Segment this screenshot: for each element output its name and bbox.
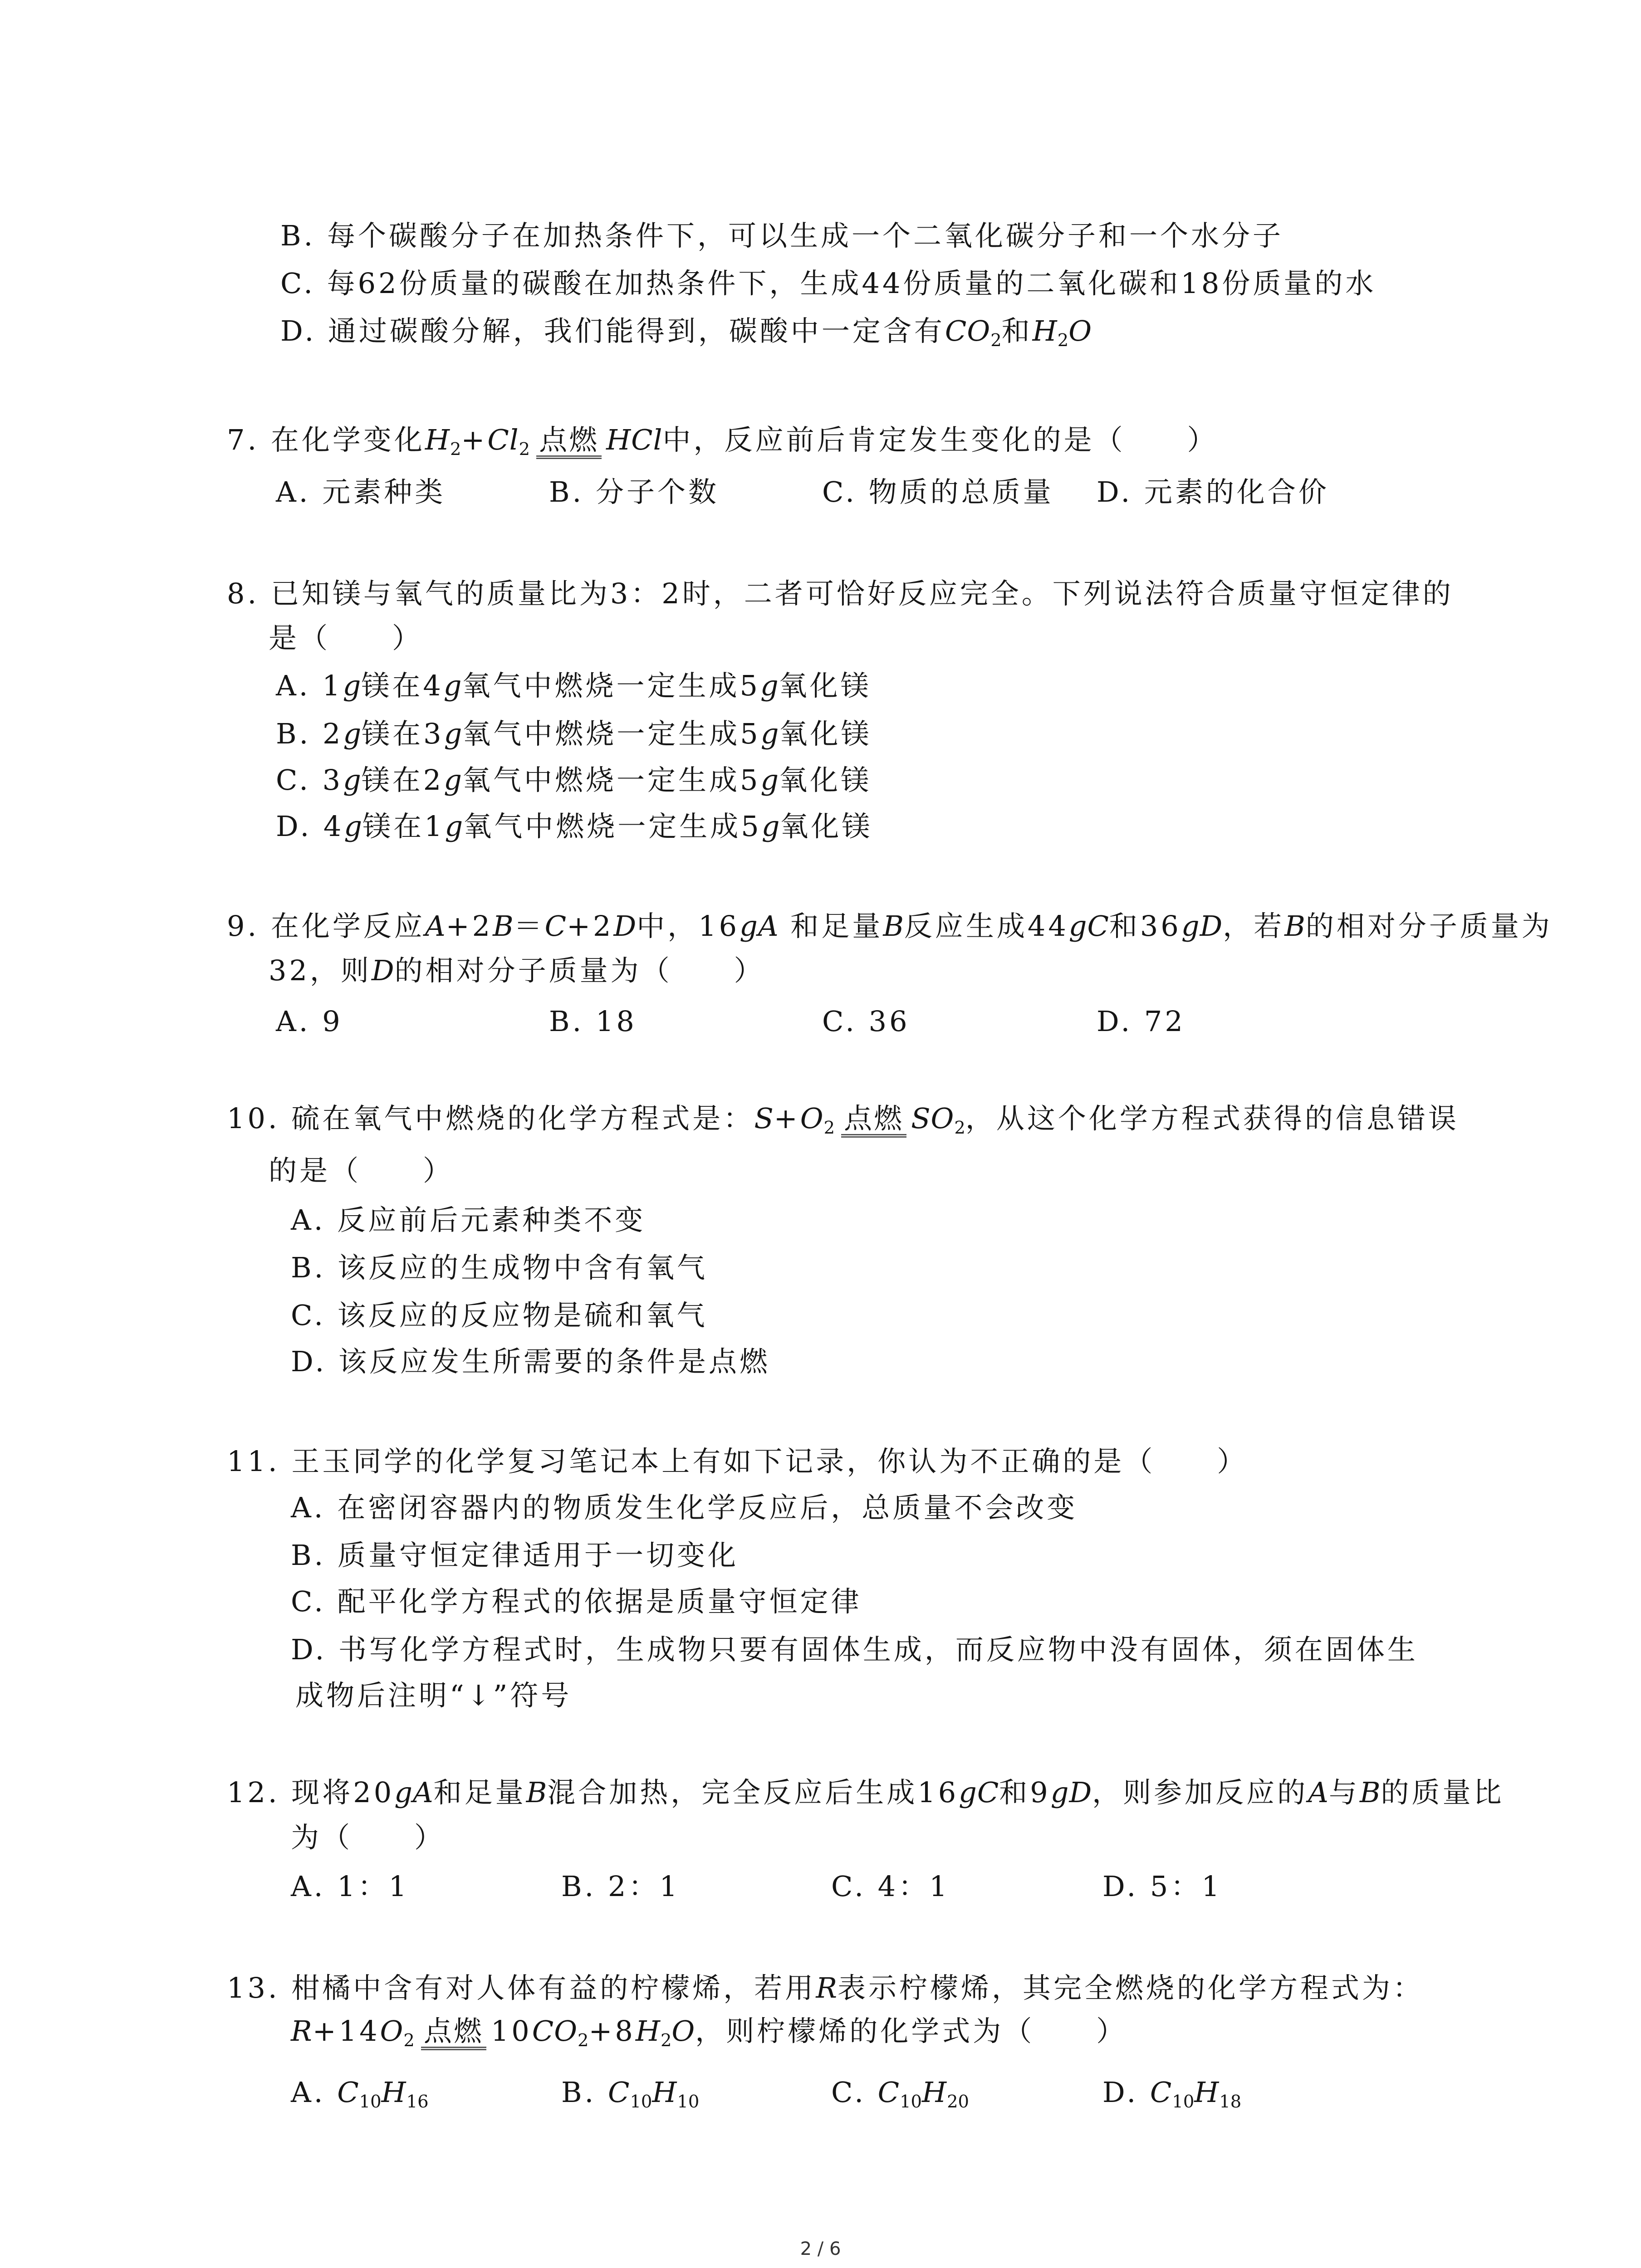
math-symbol: C xyxy=(337,2076,359,2109)
text-run: 的是（ ） xyxy=(269,1154,454,1187)
math-symbol: O xyxy=(380,2014,404,2048)
text-run: C. 36 xyxy=(822,1005,910,1038)
text-run: 氧气中燃烧一定生成5 xyxy=(462,717,761,750)
math-symbol: A xyxy=(1308,1776,1329,1809)
text-run: C. 每62份质量的碳酸在加热条件下，生成44份质量的二氧化碳和18份质量的水 xyxy=(280,267,1376,300)
text-run: 混合加热，完全反应后生成16 xyxy=(547,1776,959,1809)
text-run: + xyxy=(461,423,488,456)
text-run: B. 该反应的生成物中含有氧气 xyxy=(291,1251,708,1284)
math-symbol: A xyxy=(425,909,446,943)
math-symbol: g xyxy=(444,763,462,797)
subscript: 2 xyxy=(1057,330,1069,351)
q10-option-d xyxy=(291,1339,770,1384)
math-symbol: C xyxy=(544,909,567,943)
q12-option-b xyxy=(561,1864,680,1909)
text-run: A. 1 xyxy=(276,669,343,702)
q11-option-d xyxy=(291,1627,1418,1672)
text-run: 镁在3 xyxy=(362,717,444,750)
math-symbol: gD xyxy=(1181,909,1223,943)
math-symbol: SO xyxy=(911,1102,955,1135)
math-symbol: g xyxy=(761,810,780,843)
q11-option-b xyxy=(291,1533,739,1578)
q11-stem xyxy=(227,1439,1248,1484)
text-run: +2 xyxy=(446,909,493,943)
q9-option-a xyxy=(276,999,343,1044)
math-symbol: CO xyxy=(532,2014,578,2048)
text-run: D. 该反应发生所需要的条件是点燃 xyxy=(291,1345,770,1378)
q12-option-a xyxy=(291,1864,409,1909)
q13-stem-line-1 xyxy=(227,1965,1424,2011)
math-symbol: O xyxy=(671,2014,696,2048)
text-run: A. xyxy=(291,2076,338,2109)
q12-stem-line-1 xyxy=(227,1770,1504,1815)
subscript: 20 xyxy=(947,2092,969,2112)
text-run: A. 元素种类 xyxy=(276,475,446,508)
text-run: 氧气中燃烧一定生成5 xyxy=(463,810,762,843)
text-run: 和足量 xyxy=(779,909,883,943)
text-run: 10. 硫在氧气中燃烧的化学方程式是： xyxy=(227,1102,754,1135)
text-run: 氧化镁 xyxy=(780,810,873,843)
text-run: 氧化镁 xyxy=(779,669,872,702)
text-run: C. 该反应的反应物是硫和氧气 xyxy=(291,1299,708,1332)
q13-stem-line-2 xyxy=(291,2009,1127,2054)
text-run: 13. 柑橘中含有对人体有益的柠檬烯，若用 xyxy=(227,1971,816,2004)
text-run: B. xyxy=(561,2076,608,2109)
text-run: ，若 xyxy=(1223,909,1285,943)
q10-option-c xyxy=(291,1293,708,1338)
text-run: B. 2：1 xyxy=(561,1870,680,1903)
text-run: A. 1：1 xyxy=(291,1870,410,1903)
q6-option-b xyxy=(280,213,1283,259)
text-run: C. 物质的总质量 xyxy=(822,475,1054,508)
math-symbol: g xyxy=(344,810,363,843)
q6-option-c xyxy=(280,261,1376,306)
q12-option-c xyxy=(831,1864,950,1909)
q10-option-b xyxy=(291,1245,708,1290)
page-number: 2 / 6 xyxy=(800,2239,841,2259)
math-symbol: B xyxy=(526,1776,548,1809)
text-run: C. 3 xyxy=(276,763,343,797)
text-run: A. 反应前后元素种类不变 xyxy=(291,1203,646,1237)
q8-option-d xyxy=(276,804,872,849)
math-symbol: CO xyxy=(945,314,991,347)
q13-option-b xyxy=(561,2070,699,2115)
text-run: +2 xyxy=(567,909,614,943)
text-run: C. xyxy=(831,2076,878,2109)
text-run: 的质量比 xyxy=(1381,1776,1504,1809)
math-symbol: B xyxy=(1359,1776,1381,1809)
math-symbol: B xyxy=(493,909,514,943)
q10-stem-line-2 xyxy=(269,1148,454,1193)
math-symbol: g xyxy=(760,717,779,750)
math-symbol: g xyxy=(445,810,464,843)
text-run: 氧气中燃烧一定生成5 xyxy=(462,763,761,797)
text-run: 和 xyxy=(1001,314,1033,347)
text-run: B. 质量守恒定律适用于一切变化 xyxy=(291,1539,739,1572)
math-symbol: H xyxy=(652,2076,677,2109)
text-run: 镁在1 xyxy=(362,810,445,843)
math-symbol: gD xyxy=(1050,1776,1092,1809)
math-symbol: R xyxy=(291,2014,313,2048)
text-run: + xyxy=(774,1102,800,1135)
math-symbol: H xyxy=(1032,314,1058,347)
text-run: 9. 在化学反应 xyxy=(227,909,425,943)
text-run: 7. 在化学变化 xyxy=(227,423,425,456)
math-symbol: gA xyxy=(740,909,779,943)
subscript: 2 xyxy=(823,1118,835,1139)
q6-option-d xyxy=(280,308,1092,354)
q8-option-c xyxy=(276,758,872,803)
q8-stem-line-1 xyxy=(227,571,1454,616)
text-run: 中，反应前后肯定发生变化的是（ ） xyxy=(662,423,1218,456)
q12-option-d xyxy=(1102,1864,1222,1909)
math-symbol: g xyxy=(444,717,463,750)
text-run: B. 18 xyxy=(549,1005,637,1038)
q12-stem-line-2 xyxy=(291,1815,445,1860)
text-run: D. 通过碳酸分解，我们能得到，碳酸中一定含有 xyxy=(280,314,945,347)
math-symbol: R xyxy=(816,1971,838,2004)
text-run: A. 9 xyxy=(276,1005,343,1038)
subscript: 2 xyxy=(578,2030,589,2051)
math-symbol: H xyxy=(922,2076,947,2109)
text-run: A. 在密闭容器内的物质发生化学反应后，总质量不会改变 xyxy=(291,1491,1078,1524)
q7-option-c xyxy=(822,469,1054,515)
subscript: 18 xyxy=(1219,2092,1242,2112)
math-symbol: g xyxy=(760,669,779,702)
subscript: 2 xyxy=(660,2030,672,2051)
q9-stem-line-2 xyxy=(269,948,765,993)
subscript: 2 xyxy=(519,439,530,460)
subscript: 2 xyxy=(450,439,461,460)
math-symbol: D xyxy=(371,954,395,987)
text-run: C. 配平化学方程式的依据是质量守恒定律 xyxy=(291,1585,862,1618)
text-run: D. 4 xyxy=(276,810,344,843)
q13-option-c xyxy=(831,2070,969,2115)
text-run: 中，16 xyxy=(637,909,740,943)
math-symbol: H xyxy=(425,423,450,456)
math-symbol: gC xyxy=(959,1776,999,1809)
text-run: D. 5：1 xyxy=(1102,1870,1222,1903)
math-symbol: C xyxy=(877,2076,900,2109)
subscript: 16 xyxy=(406,2092,429,2112)
text-run: D. 元素的化合价 xyxy=(1097,475,1329,508)
math-symbol: O xyxy=(800,1102,824,1135)
text-run: B. 2 xyxy=(276,717,343,750)
q10-stem-line-1 xyxy=(227,1096,1459,1141)
subscript: 2 xyxy=(990,330,1002,351)
text-run: 和足量 xyxy=(433,1776,526,1809)
text-run: 成物后注明“↓”符号 xyxy=(295,1679,572,1712)
text-run: 32，则 xyxy=(269,954,372,987)
text-run: 镁在2 xyxy=(361,763,444,797)
math-symbol: g xyxy=(760,763,779,797)
q7-option-b xyxy=(549,469,719,515)
subscript: 2 xyxy=(403,2030,415,2051)
subscript: 10 xyxy=(630,2092,652,2112)
text-run: 反应生成44 xyxy=(904,909,1069,943)
text-run: ＝ xyxy=(514,909,545,943)
text-run: 为（ ） xyxy=(291,1821,446,1854)
q8-stem-line-2 xyxy=(269,616,423,661)
q13-option-a xyxy=(291,2070,429,2115)
text-run: 10 xyxy=(490,2014,532,2048)
math-symbol: H xyxy=(1194,2076,1220,2109)
text-run: ，则参加反应的 xyxy=(1092,1776,1308,1809)
subscript: 10 xyxy=(359,2092,382,2112)
math-symbol: g xyxy=(343,669,362,702)
reaction-condition: 点燃 xyxy=(536,425,602,459)
text-run: 8. 已知镁与氧气的质量比为3：2时，二者可恰好反应完全。下列说法符合质量守恒定律的 xyxy=(227,577,1454,610)
text-run: B. 分子个数 xyxy=(549,475,719,508)
math-symbol: g xyxy=(443,669,462,702)
text-run: 镁在4 xyxy=(361,669,444,702)
reaction-condition: 点燃 xyxy=(421,2017,486,2050)
text-run: 11. 王玉同学的化学复习笔记本上有如下记录，你认为不正确的是（ ） xyxy=(227,1445,1248,1478)
text-run: +14 xyxy=(312,2014,380,2048)
text-run: 和36 xyxy=(1109,909,1181,943)
text-run: 的相对分子质量为（ ） xyxy=(394,954,765,987)
text-run: ，从这个化学方程式获得的信息错误 xyxy=(965,1102,1459,1135)
text-run: C. 4：1 xyxy=(831,1870,950,1903)
math-symbol: C xyxy=(1150,2076,1172,2109)
q7-option-d xyxy=(1097,469,1329,515)
math-symbol: H xyxy=(381,2076,407,2109)
q11-option-c xyxy=(291,1579,862,1624)
math-symbol: Cl xyxy=(487,423,519,456)
math-symbol: B xyxy=(883,909,904,943)
q9-option-d xyxy=(1097,999,1185,1044)
text-run: 氧化镁 xyxy=(779,763,872,797)
q8-option-b xyxy=(276,711,872,757)
text-run: D. 72 xyxy=(1097,1005,1185,1038)
q8-option-a xyxy=(276,663,872,709)
text-run: 与 xyxy=(1328,1776,1360,1809)
q9-stem-line-1 xyxy=(227,904,1553,949)
q11-option-a xyxy=(291,1485,1078,1530)
text-run: 氧气中燃烧一定生成5 xyxy=(462,669,760,702)
text-run: 的相对分子质量为 xyxy=(1305,909,1553,943)
math-symbol: g xyxy=(343,763,362,797)
text-run: 氧化镁 xyxy=(779,717,872,750)
text-run: 表示柠檬烯，其完全燃烧的化学方程式为： xyxy=(838,1971,1424,2004)
q11-option-d-continued xyxy=(295,1673,572,1718)
subscript: 10 xyxy=(1172,2092,1195,2112)
math-symbol: HCl xyxy=(606,423,663,456)
subscript: 10 xyxy=(677,2092,700,2112)
q10-option-a xyxy=(291,1198,646,1243)
math-symbol: g xyxy=(343,717,362,750)
math-symbol: D xyxy=(613,909,637,943)
q9-option-b xyxy=(549,999,637,1044)
subscript: 2 xyxy=(954,1118,965,1139)
math-symbol: O xyxy=(1068,314,1092,347)
math-symbol: H xyxy=(635,2014,661,2048)
q9-option-c xyxy=(822,999,910,1044)
text-run: +8 xyxy=(588,2014,636,2048)
subscript: 10 xyxy=(900,2092,922,2112)
text-run: ，则柠檬烯的化学式为（ ） xyxy=(695,2014,1127,2048)
text-run: D. xyxy=(1102,2076,1150,2109)
math-symbol: B xyxy=(1284,909,1306,943)
reaction-condition: 点燃 xyxy=(841,1104,906,1138)
text-run: 12. 现将20 xyxy=(227,1776,395,1809)
math-symbol: gA xyxy=(394,1776,434,1809)
math-symbol: S xyxy=(754,1102,774,1135)
math-symbol: C xyxy=(607,2076,630,2109)
text-run: D. 书写化学方程式时，生成物只要有固体生成，而反应物中没有固体，须在固体生 xyxy=(291,1633,1418,1666)
text-run: B. 每个碳酸分子在加热条件下，可以生成一个二氧化碳分子和一个水分子 xyxy=(280,219,1283,252)
q13-option-d xyxy=(1102,2070,1241,2115)
math-symbol: gC xyxy=(1068,909,1109,943)
text-run: 是（ ） xyxy=(269,621,423,655)
q7-stem xyxy=(227,417,1218,463)
q7-option-a xyxy=(276,469,446,515)
text-run: 和9 xyxy=(999,1776,1051,1809)
